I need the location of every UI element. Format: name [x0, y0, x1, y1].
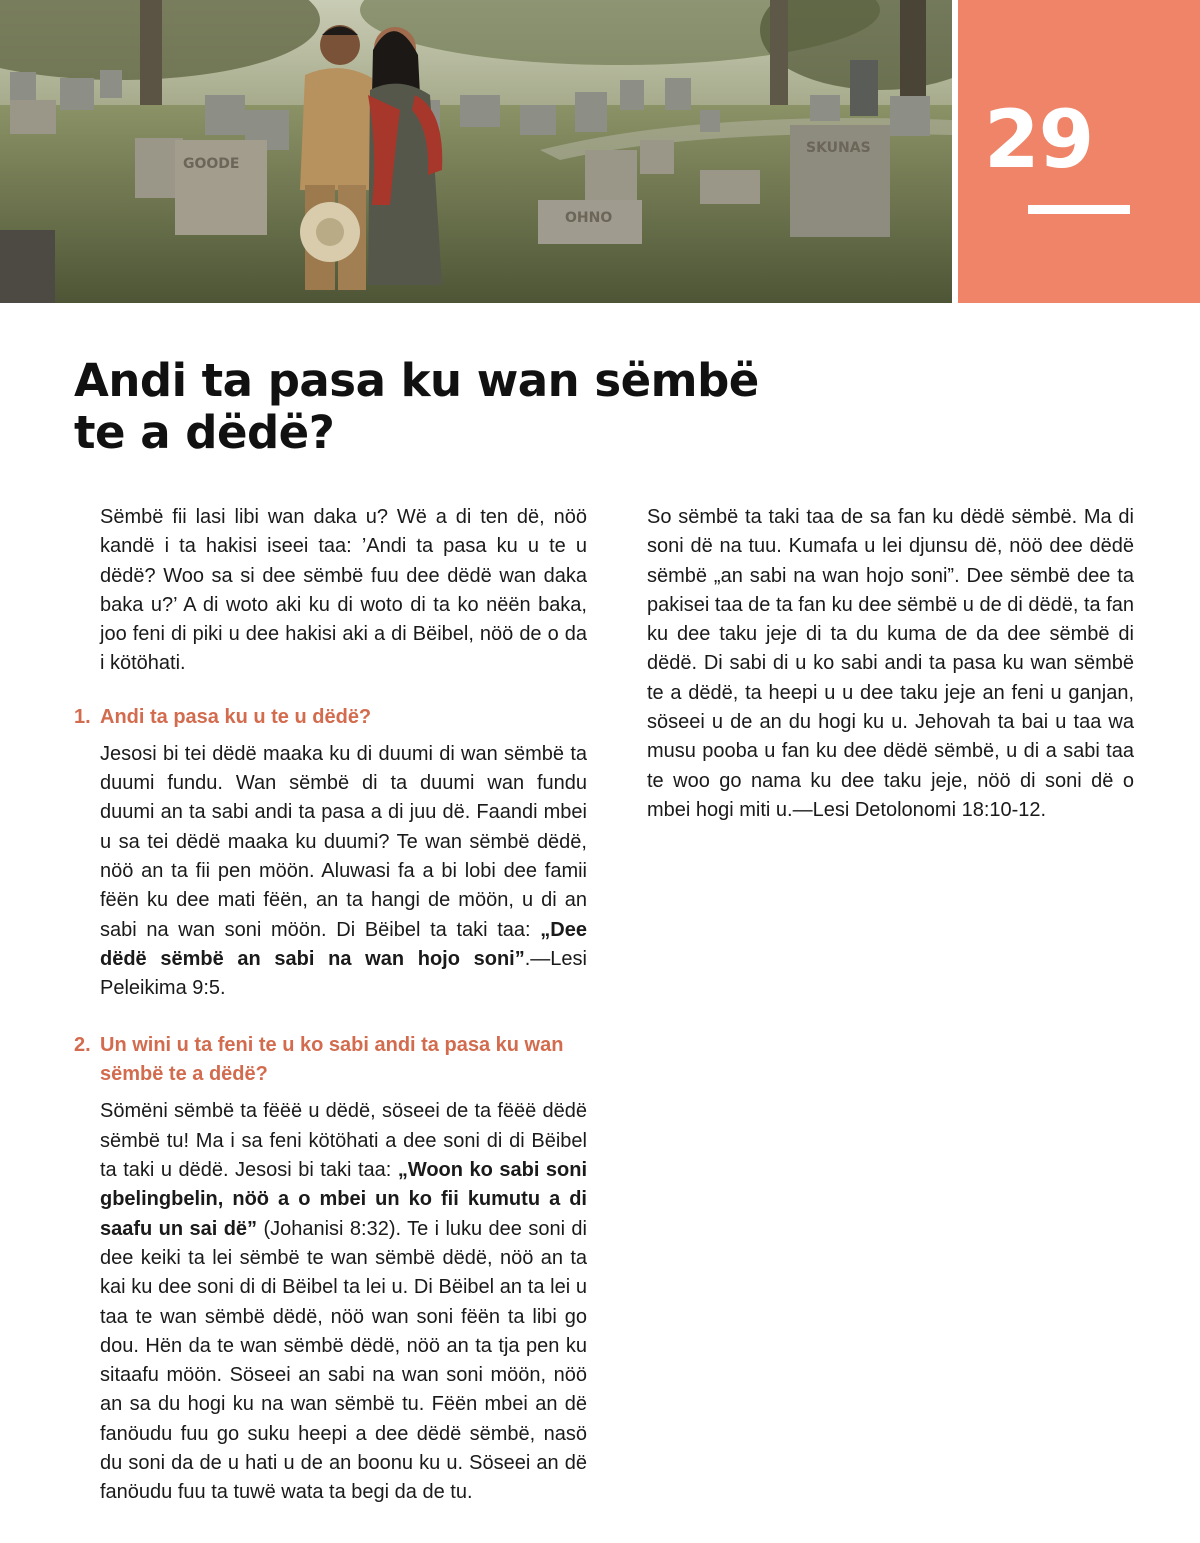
stone-skunas-label: SKUNAS — [806, 140, 871, 156]
title-line-2: te a dëdë? — [74, 406, 335, 459]
question-1-answer — [100, 740, 587, 1004]
lesson-number: 29 — [984, 93, 1094, 186]
title-line-1: Andi ta pasa ku wan sëmbë — [74, 354, 759, 407]
q2-text-b: (Johanisi 8:32). Te i luku dee soni di dee keiki ta lei sëmbë te wan sëmbë dëdë, nöö an ta kai ku dee soni di di Bëibel ta lei u. Di Bëibel an ta lei u taa te wan sëmbë dëdë, nöö wan soni fëën ta libi go dou. Hën da te wan sëmbë dëdë, nöö an ta tja pen ku sitaafu möön. Söseei an sabi na wan soni möön, nöö an sa du hogi ku na wan sëmbë tu. Fëën mbei an dë fanöudu fuu go suku heepi a dee dëdë sëmbë, nasö du soni da de u hati u de an boonu ku u. Söseei an dë fanöudu fuu ta tuwë wata ta begi da de tu. — [100, 1217, 587, 1504]
q2-scripture-quote: „Woon ko sabi soni gbelingbelin, nöö a o mbei un ko fii kumutu a di saafu un sai dë” — [100, 1159, 588, 1240]
stone-goode-label: GOODE — [183, 156, 240, 172]
lesson-number-badge — [958, 0, 1200, 303]
question-2-answer — [100, 1097, 587, 1507]
question-1-heading — [74, 703, 587, 732]
question-1-text: Andi ta pasa ku u te u dëdë? — [100, 705, 372, 728]
q2-text-a: Sömëni sëmbë ta fëëë u dëdë, söseei de ta fëëë dëdë sëmbë tu! Ma i sa feni kötöhati a dee soni di di Bëibel ta taki u dëdë. Jesosi bi taki taa: — [100, 1100, 587, 1182]
page-title — [74, 355, 834, 459]
question-2-text: Un wini u ta feni te u ko sabi andi ta pasa ku wan sëmbë te a dëdë? — [100, 1034, 564, 1086]
question-2-heading — [74, 1031, 587, 1089]
q1-text-a: Jesosi bi tei dëdë maaka ku di duumi di wan sëmbë ta duumi fundu. Wan sëmbë di ta duumi wan fundu duumi an ta sabi andi ta pasa a di juu dë. Faandi mbei u sa tei dëdë maaka ku duumi? Te wan sëmbë dëdë, nöö an ta fii pen möön. Aluwasi fa a bi lobi dee famii fëën ku dee mati fëën, an ta hangi de möön, u di an sabi na wan soni möön. Di Bëibel ta taki taa: — [100, 742, 587, 941]
q1-scripture-quote: „Dee dëdë sëmbë an sabi na wan hojo soni” — [100, 918, 587, 970]
question-1-number: 1. — [74, 705, 91, 728]
left-column — [74, 503, 588, 1516]
question-2-paragraph-2: So sëmbë ta taki taa de sa fan ku dëdë sëmbë. Ma di soni dë na tuu. Kumafa u lei djunsu dë, nöö dee dëdë sëmbë „an sabi na wan hojo soni”. Dee sëmbë dee ta pakisei taa de ta fan ku dee sëmbë u de di dëdë, ta fan ku dee taku jeje di ta du kuma de da dee sëmbë di dëdë. Di sabi di u ko sabi andi ta pasa ku wan sëmbë te a dëdë, ta heepi u u dee taku jeje an feni u ganjan, söseei u de an du hogi ku u. Jehovah ta bai u taa wa musu pooba u fan ku dee dëdë sëmbë, u di a sabi taa te woo go nama ku dee taku jeje, nöö di soni dë o mbei hogi miti u.—Lesi Detolonomi 18:10-12. — [647, 506, 1135, 821]
intro-paragraph: Sëmbë fii lasi libi wan daka u? Wë a di ten dë, nöö kandë i ta hakisi iseei taa: ’Andi ta pasa ku u te u dëdë? Woo sa si dee sëmbë fuu dee dëdë wan daka baka u?’ A di woto aki ku di woto di ta ko nëën baka, joo feni di piki u dee hakisi aki a di Bëibel, nöö de o da i kötöhati. — [100, 506, 587, 675]
badge-underline — [1028, 205, 1130, 214]
right-column — [647, 503, 1134, 833]
cemetery-illustration — [0, 0, 952, 303]
question-2-number: 2. — [74, 1034, 91, 1057]
q1-text-b: .—Lesi Peleikima 9:5. — [100, 947, 587, 1000]
hero-photo — [0, 0, 952, 303]
stone-ohno-label: OHNO — [565, 210, 613, 226]
